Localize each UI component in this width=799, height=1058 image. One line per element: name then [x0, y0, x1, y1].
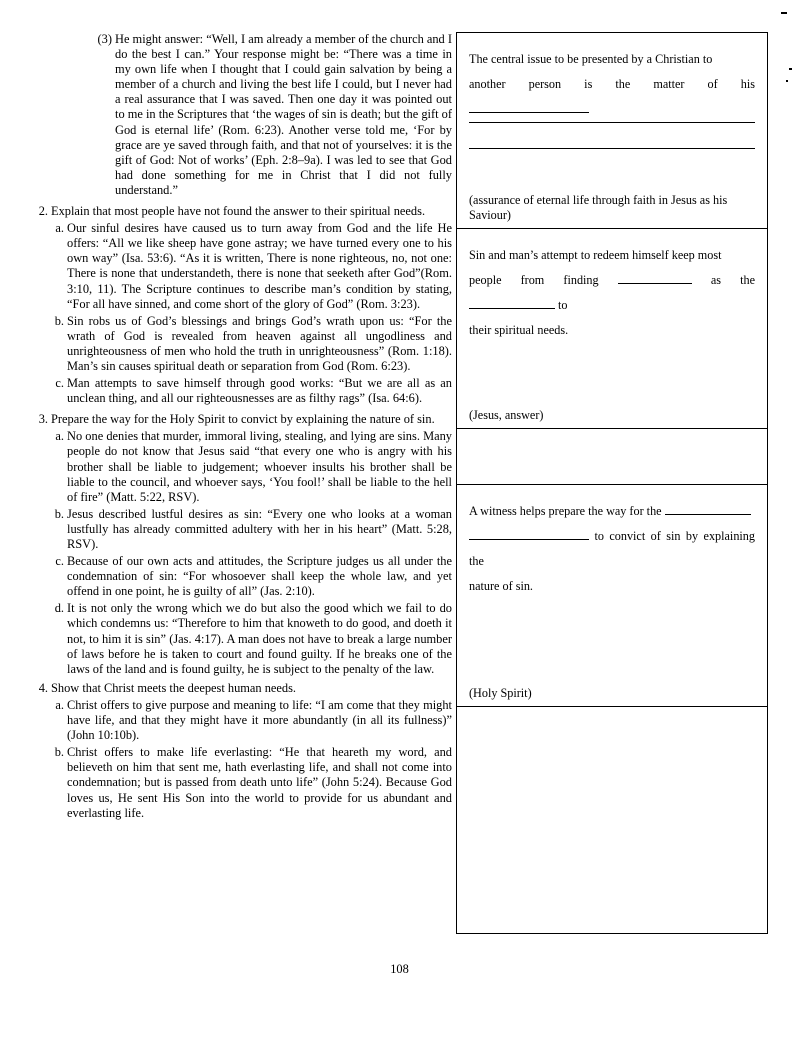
list-marker: 2.	[38, 204, 48, 219]
worksheet-box-2[interactable]	[456, 228, 768, 428]
list-item-3a	[32, 429, 452, 504]
worksheet-box-5[interactable]	[456, 706, 768, 934]
list-item-3-paren	[32, 32, 452, 198]
list-item-text: No one denies that murder, immoral living, stealing, and lying are sins. Many people do not know that Jesus said “that every one who is angry with his brother shall be liable to judgement; whoever insults his brother shall be liable to the council, and whoever says, ‘You fool!’ shall be liable to the hell of fire” (Matt. 5:22, RSV).	[67, 429, 452, 504]
worksheet-answer-1: (assurance of eternal life through faith in Jesus as his Saviour)	[469, 193, 728, 222]
question-line: nature of sin.	[469, 579, 533, 593]
list-item-text: Show that Christ meets the deepest human needs.	[51, 680, 297, 695]
question-text: to	[558, 298, 568, 312]
question-line	[469, 499, 755, 524]
answer-blank[interactable]	[469, 102, 589, 113]
list-item-text: Christ offers to give purpose and meaning to life: “I am come that they might have life, and that they might have it more abundantly (in all its fullness)” (John 10:10b).	[67, 697, 452, 743]
worksheet-box-3[interactable]	[456, 428, 768, 484]
list-item-4	[32, 681, 452, 696]
list-marker: a.	[55, 221, 64, 236]
list-marker: 4.	[38, 680, 48, 695]
list-item-text: Jesus described lustful desires as sin: “Every one who looks at a woman lustfully has already committed adultery with her in his heart” (Matt. 5:28, RSV).	[67, 506, 452, 551]
list-item-3	[32, 412, 452, 427]
question-text: A witness helps prepare the way for the	[469, 504, 662, 518]
list-item-2	[32, 204, 452, 219]
scan-artifact-top-right	[781, 12, 787, 14]
list-item-text: Sin robs us of God’s blessings and brings God’s wrath upon us: “For the wrath of God is revealed from heaven against all ungodliness and unrighteousness of men who hold the truth in unrighteousness” (Rom. 1:18). Man’s sin causes spiritual death or separation from God (Rom. 6:23).	[67, 313, 452, 373]
list-item-3d	[32, 601, 452, 676]
worksheet-box-1[interactable]	[456, 32, 768, 228]
list-marker: b.	[54, 313, 64, 328]
list-item-text: Man attempts to save himself through good works: “But we are all as an unclean thing, and all our righteousnesses are as filthy rags” (Isa. 64:6).	[67, 376, 452, 406]
question-line	[469, 72, 755, 122]
list-marker: d.	[54, 601, 64, 616]
worksheet-answer-2: (Jesus, answer)	[469, 407, 544, 422]
question-text: people from finding	[469, 273, 599, 287]
page-number: 108	[390, 962, 409, 976]
answer-blank[interactable]	[665, 504, 751, 515]
question-line: The central issue to be presented by a Christian to	[469, 52, 713, 66]
list-item-text: Our sinful desires have caused us to turn away from God and the life He offers: “All we like sheep have gone astray; we have turned every one to his own way” (Isa. 53:6). “As it is written, There is none righteous, no, not one: There is none that understandeth, there is none that seeketh after God”(Rom. 3:10, 11). The Scripture continues to describe man’s condition by stating, “For all have sinned, and come short of the glory of God” (Rom. 3:23).	[67, 221, 452, 311]
worksheet-answer-4: (Holy Spirit)	[469, 685, 532, 700]
answer-blank[interactable]	[469, 298, 555, 309]
answer-blank[interactable]	[618, 273, 692, 284]
worksheet-question-4	[457, 485, 767, 605]
answer-rule-line[interactable]	[469, 148, 755, 149]
worksheet-question-2	[457, 229, 767, 349]
list-marker: c.	[55, 554, 64, 569]
list-item-text: Prepare the way for the Holy Spirit to convict by explaining the nature of sin.	[51, 412, 435, 427]
question-line: Sin and man’s attempt to redeem himself keep most	[469, 248, 722, 262]
worksheet-box-4[interactable]	[456, 484, 768, 706]
list-item-text: He might answer: “Well, I am already a member of the church and I do the best I can.” Your response might be: “There was a time in my own life when I thought that I could gain salvation by being a member of a church and living the best life I could, but I never had a real assurance that I was saved. Then one day it was pointed out to me in the Scriptures that ‘the wages of sin is death; but the gift of God is eternal life’ (Rom. 6:23). Another verse told me, ‘For by grace are ye saved through faith, and that not of yourselves: it is the gift of God: Not of works’ (Eph. 2:8–9a). I was led to see that God had done something for me in Christ that I did not fully understand.”	[115, 32, 452, 197]
body-text-column	[32, 32, 452, 823]
list-item-text: It is not only the wrong which we do but also the good which we fail to do which condemns us: “Therefore to him that knoweth to do good, and doeth it not, to him it is sin” (Jas. 4:17). A man does not have to break a large number of laws before he is taken to court and found guilty. If he breaks one of the laws of the land and is found guilty, he is subject to the penalty of the law.	[67, 601, 452, 676]
worksheet-column	[456, 32, 768, 934]
question-text: to convict of sin by explaining the	[469, 529, 755, 568]
list-marker: b.	[54, 506, 64, 521]
list-item-2a	[32, 221, 452, 312]
list-marker: 3.	[38, 412, 48, 427]
answer-blank[interactable]	[469, 529, 589, 540]
list-item-2b	[32, 314, 452, 374]
list-item-2c	[32, 376, 452, 406]
list-marker: a.	[55, 429, 64, 444]
list-item-3c	[32, 554, 452, 599]
question-text: as the	[710, 273, 756, 287]
question-line	[469, 524, 755, 574]
list-item-text: Christ offers to make life everlasting: “He that heareth my word, and believeth on him that sent me, hath everlasting life, and shall not come into condemnation; but is passed from death unto life” (John 5:24). Because God loves us, He sent His Son into the world to provide for us abundant and everlasting life.	[67, 745, 452, 820]
question-line: their spiritual needs.	[469, 323, 569, 337]
answer-rule-line[interactable]	[469, 122, 755, 123]
list-item-text: Explain that most people have not found the answer to their spiritual needs.	[51, 204, 426, 219]
scan-artifact-right-lower	[786, 80, 788, 82]
scan-artifact-right	[789, 68, 792, 70]
worksheet-question-1	[457, 33, 767, 180]
list-item-text: Because of our own acts and attitudes, the Scripture judges us all under the condemnation of sin: “For whosoever shall keep the whole law, and yet offend in one point, he is guilty of all” (Jas. 2:10).	[67, 554, 452, 599]
list-item-4b	[32, 745, 452, 820]
worksheet-question-3	[457, 429, 767, 449]
list-item-4a	[32, 698, 452, 743]
question-line	[469, 268, 755, 318]
worksheet-question-5	[457, 707, 767, 727]
list-item-3b	[32, 507, 452, 552]
list-marker: a.	[55, 697, 64, 712]
list-marker: (3)	[97, 32, 112, 46]
list-marker: b.	[54, 745, 64, 760]
question-text: another person is the matter of his	[469, 77, 755, 91]
list-marker: c.	[55, 376, 64, 391]
